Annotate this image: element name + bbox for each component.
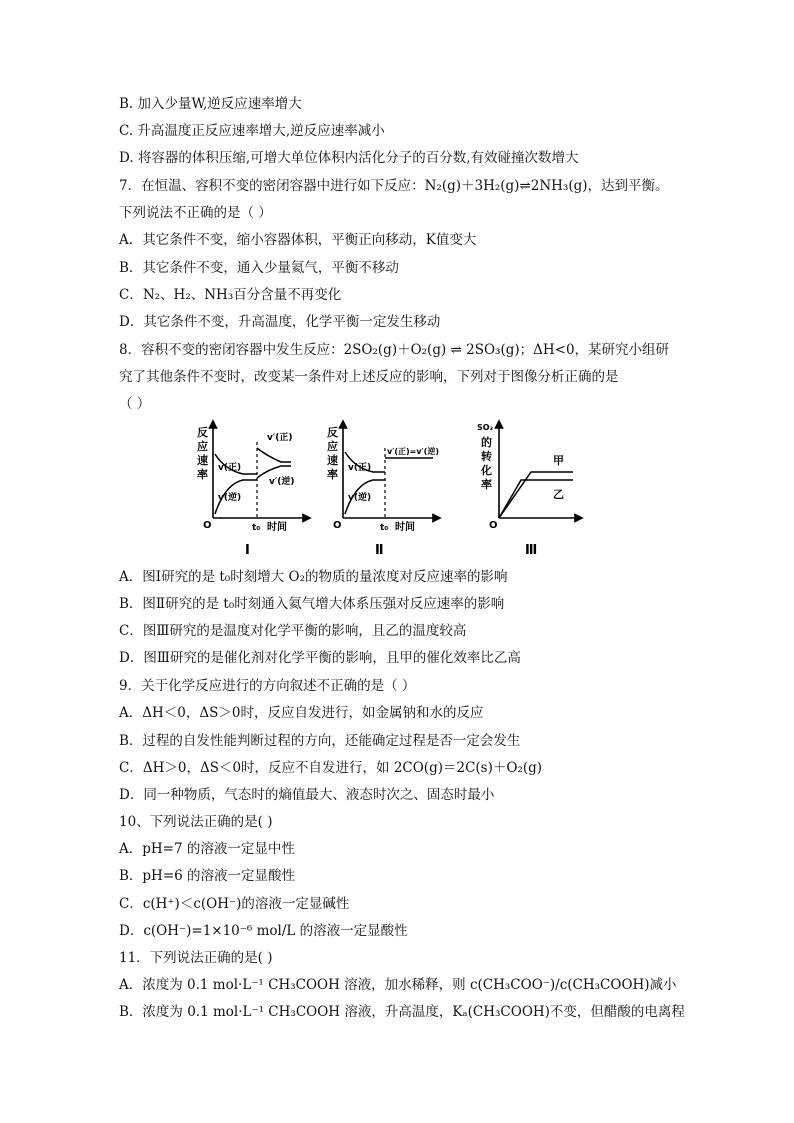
option-c-q7: C．N₂、H₂、NH₃百分含量不再变化: [119, 287, 342, 303]
option-b-q10: B．pH=6 的溶液一定显酸性: [119, 868, 296, 884]
fig3-caption: Ⅲ: [525, 543, 538, 558]
fig3-ylabel-1: 的: [481, 436, 492, 449]
option-c-q10: C．c(H⁺)＜c(OH⁻)的溶液一定显碱性: [119, 896, 350, 912]
fig3-series-jia: 甲: [553, 454, 564, 467]
fig1-caption: Ⅰ: [245, 543, 250, 558]
fig2-ylabel-3: 速: [327, 454, 338, 467]
option-a-q9: A．ΔH＜0，ΔS＞0时，反应自发进行，如金属钠和水的反应: [119, 705, 484, 721]
fig2-t0: t₀: [380, 523, 389, 533]
question-8-stem: 8．容积不变的密闭容器中发生反应：2SO₂(g)＋O₂(g) ⇌ 2SO₃(g)；ΔH<0，某研究小组研: [119, 342, 670, 358]
option-b-q6: B. 加入少量W,逆反应速率增大: [119, 96, 302, 112]
fig1-t0: t₀: [252, 523, 261, 533]
fig2-xlabel: 时间: [395, 522, 415, 533]
fig3-ylabel-top: SO₂: [477, 423, 494, 432]
fig2-ylabel-2: 应: [327, 440, 338, 453]
question-9-stem: 9．关于化学反应进行的方向叙述不正确的是（ ）: [119, 678, 416, 694]
fig2-origin: O: [333, 520, 342, 531]
fig3-ylabel-4: 率: [481, 478, 492, 491]
option-c-q9: C．ΔH＞0，ΔS＜0时，反应不自发进行，如 2CO(g)＝2C(s)＋O₂(g): [119, 760, 543, 776]
figure-1: [195, 418, 315, 564]
fig2-v-equal: v′(正)=v′(逆): [387, 447, 439, 456]
question-8-paren: （ ）: [119, 396, 151, 412]
fig3-origin: O: [489, 520, 498, 531]
question-11-stem: 11．下列说法正确的是( ): [119, 950, 273, 966]
fig1-ylabel-3: 速: [197, 454, 208, 467]
fig3-series-yi: 乙: [553, 488, 564, 501]
fig1-ylabel-1: 反: [197, 426, 208, 439]
fig1-ylabel-2: 应: [197, 440, 208, 453]
option-b-q11: B．浓度为 0.1 mol·L⁻¹ CH₃COOH 溶液，升高温度，Kₐ(CH₃COOH)不变，但醋酸的电离程: [119, 1004, 685, 1020]
figure-3: [473, 418, 585, 564]
fig1-v-forward: v(正): [218, 463, 242, 473]
option-d-q7: D．其它条件不变，升高温度，化学平衡一定发生移动: [119, 314, 441, 330]
question-7-stem: 7．在恒温、容积不变的密闭容器中进行如下反应：N₂(g)＋3H₂(g)⇌2NH₃(g)，达到平衡。: [119, 178, 669, 194]
option-a-q10: A．pH=7 的溶液一定显中性: [119, 841, 295, 857]
option-d-q9: D．同一种物质，气态时的熵值最大、液态时次之、固态时最小: [119, 787, 495, 803]
fig1-ylabel-4: 率: [197, 468, 208, 481]
option-b-q9: B．过程的自发性能判断过程的方向，还能确定过程是否一定会发生: [119, 733, 521, 749]
option-b-q8: B．图Ⅱ研究的是 t₀时刻通入氦气增大体系压强对反应速率的影响: [119, 596, 505, 612]
option-a-q8: A．图Ⅰ研究的是 t₀时刻增大 O₂的物质的量浓度对反应速率的影响: [119, 569, 508, 585]
fig1-v-reverse: v(逆): [218, 493, 242, 503]
fig1-xlabel: 时间: [267, 522, 287, 533]
fig2-ylabel-4: 率: [327, 468, 338, 481]
fig1-v-reverse-prime: v′(逆): [269, 477, 295, 487]
option-b-q7: B．其它条件不变，通入少量氦气，平衡不移动: [119, 260, 399, 276]
option-a-q7: A．其它条件不变，缩小容器体积，平衡正向移动，K值变大: [119, 232, 477, 248]
option-d-q6: D. 将容器的体积压缩,可增大单位体积内活化分子的百分数,有效碰撞次数增大: [119, 150, 579, 166]
fig2-v-reverse: v(逆): [348, 493, 372, 503]
fig3-ylabel-3: 化: [481, 464, 492, 477]
option-d-q10: D．c(OH⁻)=1×10⁻⁶ mol/L 的溶液一定显酸性: [119, 923, 408, 939]
option-c-q6: C. 升高温度正反应速率增大,逆反应速率减小: [119, 123, 385, 139]
question-7-stem-cont: 下列说法不正确的是（ ）: [119, 205, 272, 221]
fig3-ylabel-2: 转: [481, 450, 492, 463]
fig1-v-forward-prime: v′(正): [267, 433, 293, 443]
fig2-v-forward: v(正): [348, 463, 372, 473]
fig1-origin: O: [203, 520, 212, 531]
option-a-q11: A．浓度为 0.1 mol·L⁻¹ CH₃COOH 溶液，加水稀释，则 c(CH₃COO⁻)/c(CH₃COOH)减小: [119, 977, 677, 993]
option-d-q8: D．图Ⅲ研究的是催化剂对化学平衡的影响，且甲的催化效率比乙高: [119, 650, 521, 666]
figure-2: [325, 418, 445, 564]
question-8-figures: [195, 418, 585, 564]
option-c-q8: C．图Ⅲ研究的是温度对化学平衡的影响，且乙的温度较高: [119, 623, 467, 639]
fig2-ylabel-1: 反: [327, 426, 338, 439]
question-10-stem: 10、下列说法正确的是( ): [119, 814, 273, 830]
fig2-caption: Ⅱ: [375, 543, 384, 558]
question-8-stem-cont: 究了其他条件不变时，改变某一条件对上述反应的影响，下列对于图像分析正确的是: [119, 369, 619, 385]
